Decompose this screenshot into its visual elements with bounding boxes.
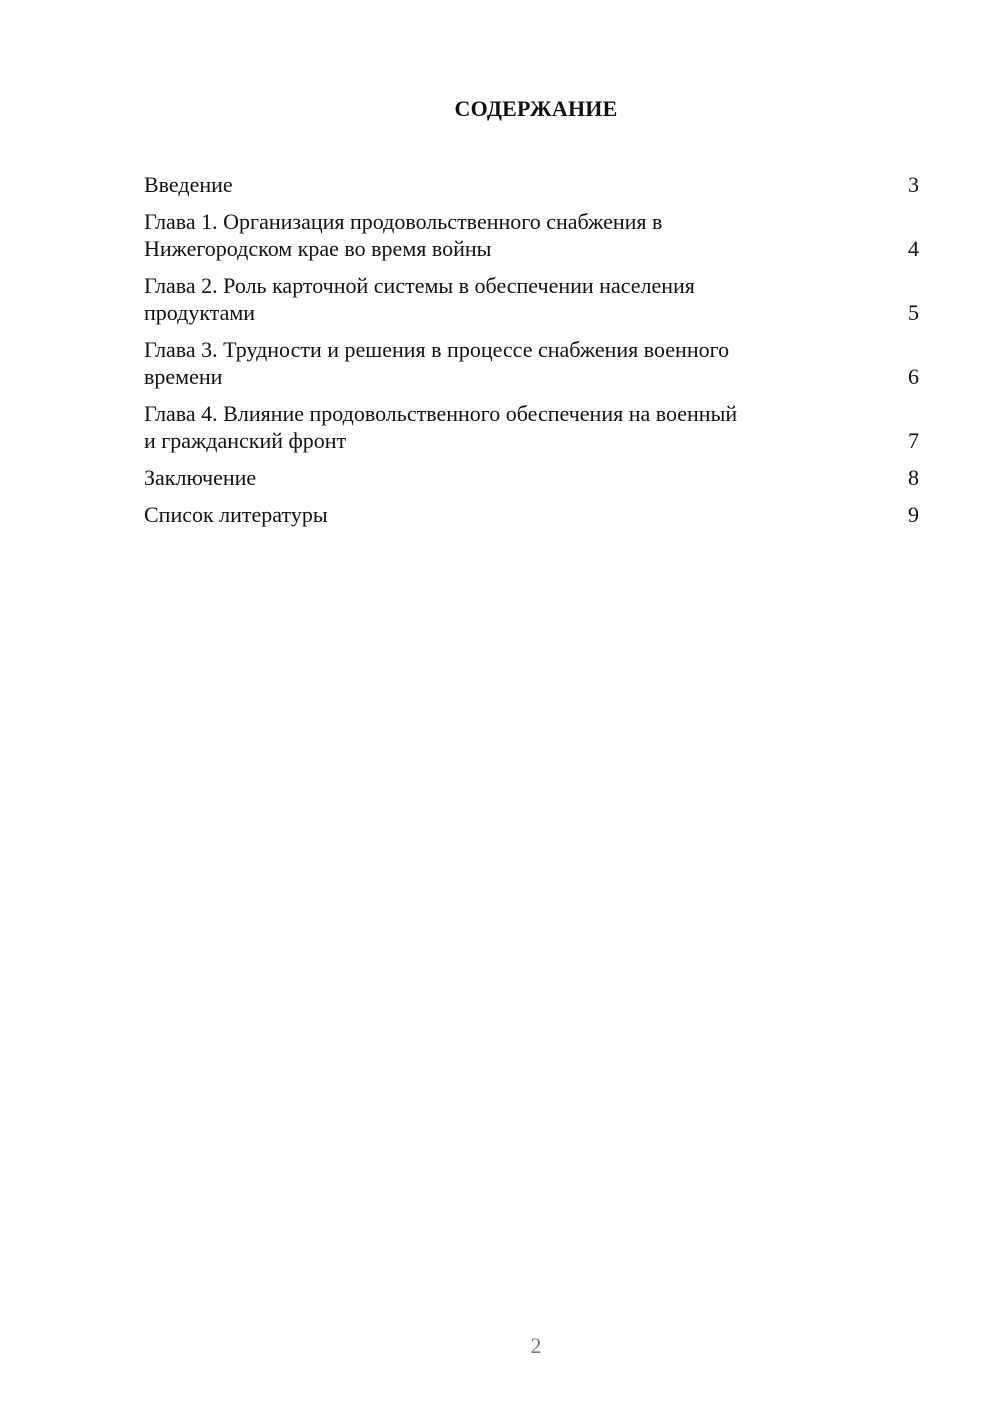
toc-item-page-number: 7: [908, 428, 919, 453]
toc-item-page-number: 3: [908, 172, 919, 197]
toc-item-text: Введение: [144, 172, 233, 197]
toc-item-text: Список литературы: [144, 502, 328, 527]
toc-item-references: [144, 501, 919, 528]
toc-item-page-number: 4: [908, 236, 919, 261]
toc-item-text: Глава 4. Влияние продовольственного обеспечения на военный и гражданский фронт: [144, 401, 738, 453]
table-of-contents: [144, 171, 919, 538]
toc-item-page-number: 6: [908, 364, 919, 389]
toc-item-chapter-1: [144, 208, 919, 262]
toc-item-page-number: 5: [908, 300, 919, 325]
page-title: СОДЕРЖАНИЕ: [454, 96, 618, 121]
toc-item-page-number: 9: [908, 502, 919, 527]
toc-item-text: Глава 1. Организация продовольственного снабжения в Нижегородском крае во время войны: [144, 209, 663, 261]
toc-item-text: Заключение: [144, 465, 257, 490]
toc-item-conclusion: [144, 464, 919, 491]
toc-item-chapter-3: [144, 336, 919, 390]
page-number: 2: [530, 1333, 542, 1358]
toc-item-text: Глава 2. Роль карточной системы в обеспечении населения продуктами: [144, 273, 695, 325]
toc-item-text: Глава 3. Трудности и решения в процессе снабжения военного времени: [144, 337, 730, 389]
toc-item-chapter-4: [144, 400, 919, 454]
toc-item-chapter-2: [144, 272, 919, 326]
toc-item-page-number: 8: [908, 465, 919, 490]
toc-item-introduction: [144, 171, 919, 198]
